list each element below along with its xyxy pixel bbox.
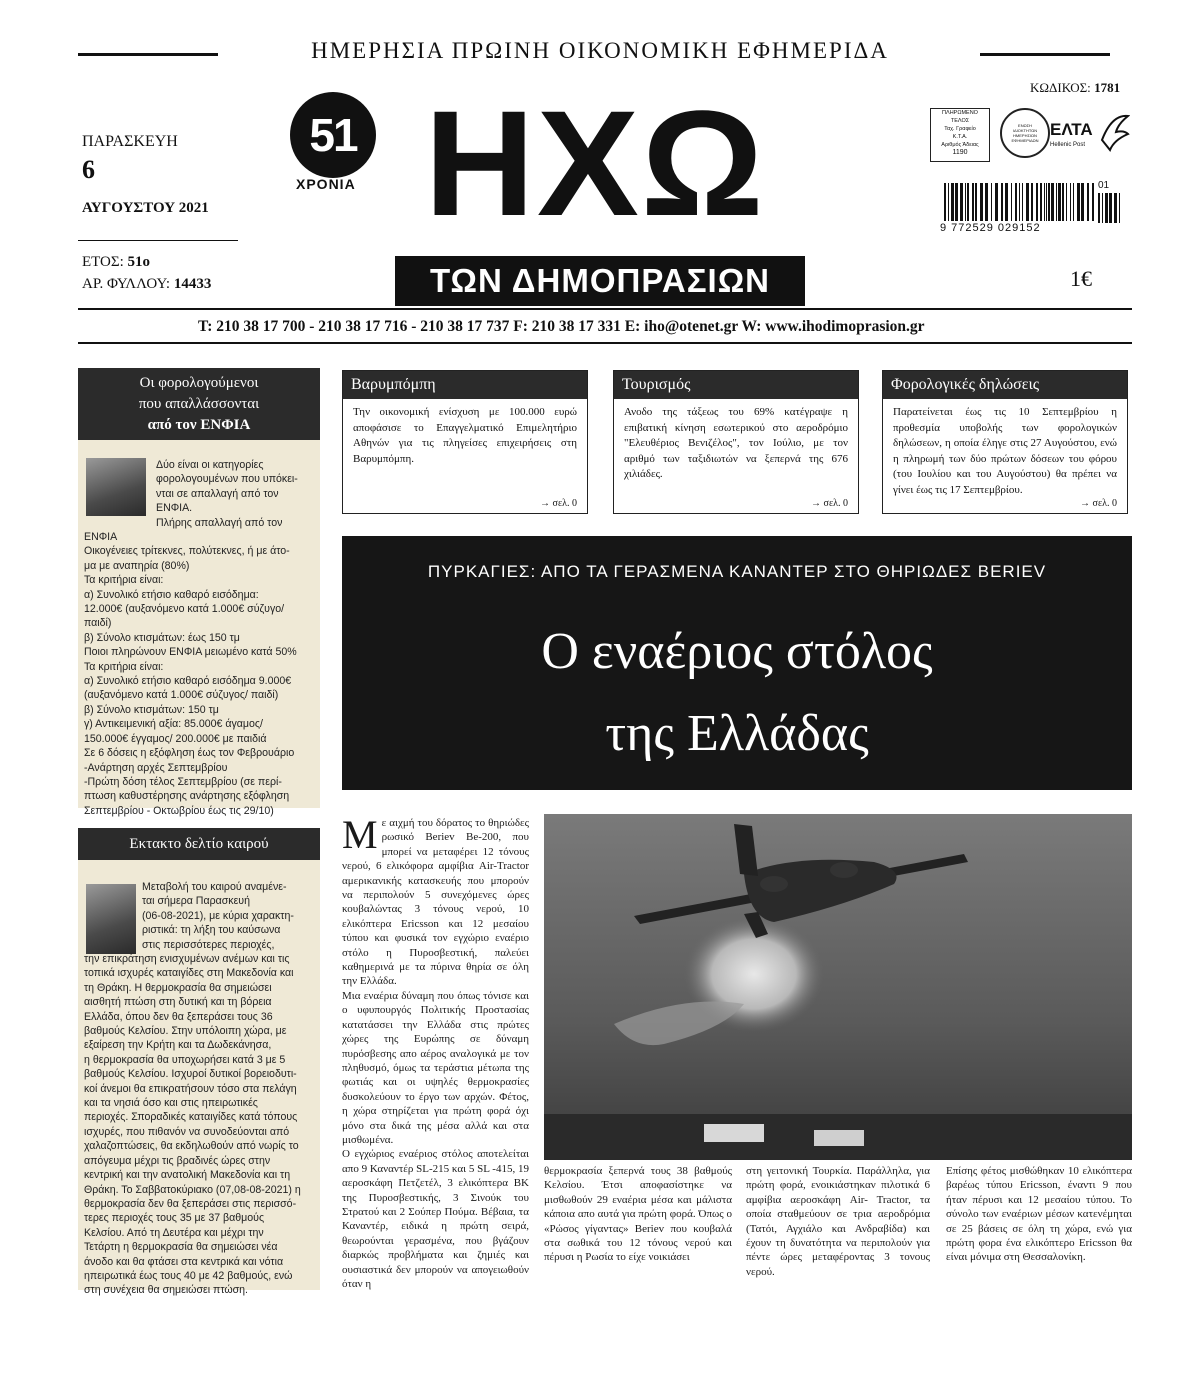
brief-text: Παρατείνεται έως τις 10 Σεπτεμβρίου η προθεσμία υποβολής των φορολογικών δηλώσεων, η οποία έληγε στις 27 Αυγούστου, ενώ η πληρωμή των δύο πρώτων δόσεων του φόρου (του Ιουλίου και του Αυγούστου) θα πρέπει να γίνει έως τις 17 Σεπτεμβρίου.: [893, 406, 1117, 496]
logo-subtitle-bar: [395, 256, 805, 306]
barcode-bar: [1058, 183, 1061, 221]
year-value: 51ο: [127, 254, 151, 270]
fire-truck: [704, 1124, 764, 1142]
barcode-bar: [985, 183, 988, 221]
sidebar-weather-line: κεντρική και την ανατολική Μακεδονία και τη: [84, 1169, 291, 1182]
barcode-bar: [967, 183, 969, 221]
sidebar-weather: [78, 828, 320, 1297]
logo-title: ΗΧΩ: [424, 79, 766, 247]
sidebar-weather-line: Ελλάδα, όπου δεν θα ξεπεράσει τους 36: [84, 1010, 273, 1023]
sidebar-weather-line: η θερμοκρασία θα υποχωρήσει κατά 3 με 5: [84, 1053, 286, 1066]
sidebar-weather-line: ται σήμερα Παρασκευή: [142, 895, 250, 908]
sidebar-weather-line: την επικράτηση ενισχυμένων ανέμων και τις: [84, 953, 290, 965]
elta-sub: Hellenic Post: [1050, 142, 1086, 148]
logo-subtitle: ΤΩΝ ΔΗΜΟΠΡΑΣΙΩΝ: [430, 262, 770, 299]
hero-headline-line2: της Ελλάδας: [605, 705, 869, 762]
sidebar-weather-body: [84, 952, 318, 1298]
contact-line: T: 210 38 17 700 - 210 38 17 716 - 210 38 17 737 F: 210 38 17 331 E: iho@otenet.gr W: www.ihodimoprasion.gr: [198, 318, 925, 335]
sidebar-weather-thumbnail: [86, 884, 136, 954]
barcode-bar: [995, 183, 998, 221]
price: 1€: [1070, 266, 1092, 291]
anniversary-badge: [290, 92, 376, 178]
barcode-addon-digits: 01: [1098, 180, 1110, 191]
article-paragraph: θερμοκρασία ξεπερνά τους 38 βαθμούς Κελσίου. Έτσι αποφασίστηκε να μισθωθούν 29 εναέρια μέσα και μάλιστα κάποια απο αυτά για πρώτη φορά. Όπως ο «Ρώσος γίγαντας» Beriev που κουβαλά στα σωθικά του 12 τόνους νερού και πέρυσι η Ρωσία το είχε νοικιάσει: [544, 1165, 732, 1264]
barcode-bar: [1031, 183, 1033, 221]
barcode-bar: [1081, 183, 1084, 221]
barcode-bar: [991, 183, 992, 221]
sidebar-weather-line: στη συνέχεια θα σημειώσει πτώση.: [84, 1284, 249, 1297]
sidebar-enfia-line: α) Συνολικό ετήσιο καθαρό εισόδημα 9.000€: [84, 675, 292, 688]
brief-text: Την οικονομική ενίσχυση με 100.000 ευρώ αποφάσισε το Επαγγελματικό Επιμελητήριο Αθηνών για τις πληγείσες επιχειρήσεις στη Βαρυμπόμπη.: [353, 406, 577, 465]
sidebar-weather-line: (06-08-2021), με κύρια χαρακτη-: [142, 909, 294, 922]
barcode-digits: 9 772529 029152: [940, 222, 1041, 234]
barcode-bar: [1022, 183, 1023, 221]
barcode-bar: [1019, 183, 1020, 221]
sidebar-enfia-lead: [156, 458, 316, 530]
brief-page-link[interactable]: → σελ. 0: [1080, 498, 1117, 509]
barcode-bar: [1046, 183, 1047, 221]
date-number: 6: [82, 155, 95, 184]
barcode-bar: [1098, 193, 1100, 223]
brief-page-link[interactable]: → σελ. 0: [540, 498, 577, 509]
sidebar-weather-line: Κελσίου. Από τη Δευτέρα και μέχρι την: [84, 1226, 264, 1239]
barcode-bar: [948, 183, 949, 221]
sidebar-enfia-line: Τα κριτήρια είναι:: [84, 660, 164, 673]
sidebar-enfia-line: β) Σύνολο κτισμάτων: έως 150 τμ: [84, 631, 240, 644]
code-value: 1781: [1094, 80, 1121, 95]
sidebar-weather-line: τη Θράκη. Η θερμοκρασία θα σημειώσει: [84, 981, 272, 994]
sidebar-weather-line: Τετάρτη η θερμοκρασία θα σημειώσει νέα: [84, 1241, 278, 1254]
sidebar-enfia-line: νται σε απαλλαγή από τον: [156, 487, 279, 500]
sidebar-enfia-line: (αυξανόμενο κατά 1.000€ σύζυγος/ παιδί): [84, 689, 279, 702]
issue-label: ΑΡ. ΦΥΛΛΟΥ:: [82, 276, 171, 292]
sidebar-weather-lead: [142, 880, 316, 952]
sidebar-weather-line: κοί άνεμοι θα επικρατήσουν τόσο στα πελάγη: [84, 1082, 297, 1095]
sidebar-enfia-line: -Πρώτη δόση τέλος Σεπτεμβρίου (σε περί-: [84, 775, 282, 788]
code-label: ΚΩΔΙΚΟΣ:: [1030, 80, 1091, 95]
barcode-bar: [972, 183, 974, 221]
brief-page-link[interactable]: → σελ. 0: [811, 498, 848, 509]
sidebar-weather-title-text: Εκτακτο δελτίο καιρού: [129, 835, 269, 852]
date-day: ΠΑΡΑΣΚΕΥΗ: [82, 133, 178, 150]
stamp-line: ΤΕΛΟΣ: [950, 118, 970, 124]
barcode-bar: [1092, 183, 1094, 221]
sidebar-weather-line: βαθμούς Κελσίου. Ισχυροί δυτικοί βορειοδυτι-: [84, 1068, 297, 1081]
publishers-union-seal: [1000, 108, 1050, 158]
sidebar-weather-line: εξαίρεση την Κρήτη και τα Δωδεκάνησα,: [84, 1039, 272, 1052]
sidebar-enfia-line: Ποιοι πληρώνουν ΕΝΦΙΑ μειωμένο κατά 50%: [84, 646, 297, 659]
sidebar-enfia-line: Σεπτεμβρίου - Οκτωβρίου έως τις 29/10): [84, 804, 274, 817]
hero-headline-line1: Ο εναέριος στόλος: [541, 623, 933, 680]
sidebar-enfia-body: [84, 530, 318, 818]
article-col-4: [946, 1164, 1132, 1265]
code-line: [1030, 80, 1120, 96]
sidebar-weather-title: [78, 828, 320, 860]
barcode-bar: [1077, 183, 1080, 221]
hero-banner: [342, 536, 1132, 790]
sidebar-enfia-line: πτωση καθυστέρησης ανάρτησης εξόφληση: [84, 790, 290, 803]
elta-label: ΕΛΤΑ: [1050, 120, 1093, 139]
article-paragraph: ε αιχμή του δόρατος το θηριώδες ρωσικό Beriev Be-200, που μπορεί να μεταφέρει 12 τόνους νερού, 6 ελικόφορα αμφίβια Air-Tractor αμερικανικής κατασκευής που μπορούν να περιπολούν 5 συνεχόμενες ώρες κουβαλώντας 3 τόνους νερού, 10 ελικόπτερα Ericsson και 12 μεσαίου τύπου και φυσικά τον εγχώριο εναέριο στόλο η Πυροσβεστική, παλεύει καθημερινά με τα πύρινα θηρία σε όλη την Ελλάδα.: [342, 817, 529, 988]
article-dropcap: Μ: [342, 812, 378, 857]
barcode-bar: [1036, 183, 1038, 221]
barcode-bar: [1015, 183, 1017, 221]
badge-label: ΧΡΟΝΙΑ: [296, 176, 356, 192]
barcode-bar: [1105, 193, 1108, 223]
sidebar-enfia-line: -Ανάρτηση αρχές Σεπτεμβρίου: [84, 761, 228, 774]
sidebar-enfia-line: 150.000€ έγγαμος/ 200.000€ με παιδιά: [84, 732, 267, 745]
year-label: ΕΤΟΣ:: [82, 254, 124, 270]
barcode-bar: [965, 183, 966, 221]
barcode-bar: [955, 183, 958, 221]
sidebar-enfia-line: παιδί): [84, 617, 112, 630]
brief-tax-returns: [882, 370, 1128, 514]
sidebar-weather-line: χαλαζοπτώσεις, θα εκδηλωθούν από νωρίς το: [84, 1140, 299, 1153]
badge-number: 51: [309, 109, 357, 161]
barcode-bar: [1001, 183, 1003, 221]
sidebar-weather-line: και τα νησιά όσο και στις ηπειρωτικές: [84, 1097, 258, 1110]
barcode-bar: [1062, 183, 1064, 221]
article-paragraph: Μια εναέρια δύναμη που όπως τόνισε και ο υφυπουργός Πολιτικής Προστασίας κατατάσσει την Ελλάδα στις πρώτες χώρες της Ευρώπης σε δύναμη πυρόσβεσης απο αέρος αναλογικά με τον πληθυσμό, όμως τα τεράστια μέτωπα της φωτιάς και οι υψηλές θερμοκρασίες δυσκολεύουν το έργο των αρχών. Φέτος, η χώρα στηρίζεται για πρώτη φορά όχι μόνο στα δικά της μέσα αλλά και στα μισθωμένα.: [342, 989, 529, 1146]
tagline-rule-right: [980, 53, 1110, 56]
sidebar-weather-line: ηπειρωτικά έως τους 40 με 42 βαθμούς, ενώ: [84, 1269, 293, 1282]
barcode-bar: [1048, 183, 1050, 221]
masthead-rule-bottom: [78, 342, 1132, 344]
barcode-bar: [980, 183, 983, 221]
sidebar-enfia-line: ΕΝΦΙΑ.: [156, 502, 193, 515]
barcode-bar: [1051, 183, 1054, 221]
sidebar-weather-line: απόγευμα μέχρι τις βραδινές ώρες στην: [84, 1154, 271, 1167]
barcode-bar: [1073, 183, 1074, 221]
sidebar-weather-line: τερες περιοχές τους 35 με 37 βαθμούς: [84, 1212, 265, 1225]
barcode-bar: [1070, 183, 1071, 221]
tagline: ΗΜΕΡΗΣΙΑ ΠΡΩΙΝΗ ΟΙΚΟΝΟΜΙΚΗ ΕΦΗΜΕΡΙΔΑ: [311, 38, 889, 63]
sidebar-weather-line: Θράκη. Το Σαββατοκύριακο (07,08-08-2021) η: [84, 1183, 301, 1196]
barcode-bar: [951, 183, 954, 221]
barcode-bar: [944, 183, 946, 221]
article-col-1: [342, 812, 529, 1291]
sidebar-enfia-title-line: Οι φορολογούμενοι: [139, 374, 259, 391]
sidebar-enfia-title: [78, 368, 320, 440]
tagline-rule-left: [78, 53, 218, 56]
sidebar-enfia-thumbnail: [86, 458, 146, 516]
stamp-line: Αριθμός Άδειας: [941, 142, 979, 148]
sidebar-enfia-line: β) Σύνολο κτισμάτων: 150 τμ: [84, 703, 219, 716]
sidebar-enfia: [78, 368, 320, 817]
elta-logo: [1050, 120, 1093, 140]
sidebar-weather-line: βαθμούς Κελσίου. Στην υπόλοιπη χώρα, με: [84, 1025, 287, 1038]
article-paragraph: στη γειτονική Τουρκία. Παράλληλα, για πρώτη φορά, ενοικιάστηκαν πιλοτικά 6 αμφίβια αεροσκάφη Air- Tractor, τα οποία σταθμεύουν σε τρια αεροδρόμια (Τατόι, Αγχιάλο και Ανδραβίδα) και έχουν τη δυνατότητα να περιπολούν για πέντε ώρες μεταφέροντας 3 τονους νερού.: [746, 1165, 930, 1278]
sidebar-enfia-line: γ) Αντικειμενική αξία: 85.000€ άγαμος/: [84, 718, 263, 731]
sidebar-enfia-line: Οικογένειες τρίτεκνες, πολύτεκνες, ή με άτο-: [84, 545, 290, 558]
sidebar-enfia-line: ΕΝΦΙΑ: [84, 531, 118, 543]
article-paragraph: Επίσης φέτος μισθώθηκαν 10 ελικόπτερα βαρέως τύπου Ericsson, έναντι 9 που ήταν πέρυσι και 12 μεσαίου τύπου. Το σύνολο των εναέριων μέσων κατενέμηται σε 25 βάσεις σε όλη τη χώρα, ενώ για πρώτη φορα ένα ελικόπτερο Ericsson θα είναι μόνιμα στη Θεσσαλονίκη.: [946, 1165, 1132, 1264]
hero-kicker: ΠΥΡΚΑΓΙΕΣ: ΑΠΟ ΤΑ ΓΕΡΑΣΜΕΝΑ ΚΑΝΑΝΤΕΡ ΣΤΟ ΘΗΡΙΩΔΕΣ BERIEV: [427, 562, 1047, 581]
barcode-bar: [975, 183, 977, 221]
sidebar-weather-line: τοπικά ισχυρές καταιγίδες στη Μακεδονία και: [84, 967, 294, 980]
brief-title: Βαρυμπόμπη: [343, 371, 587, 399]
sidebar-enfia-line: Τα κριτήρια είναι:: [84, 574, 164, 587]
sidebar-weather-line: ριστικά: τη λήξη του καύσωνα: [142, 924, 281, 937]
barcode-bar: [1114, 193, 1117, 223]
sidebar-weather-line: περιοχές. Σποραδικές καταιγίδες κατά τόπους: [84, 1111, 298, 1124]
seal-label: ΕΝΩΣΗ ΙΔΙΟΚΤΗΤΩΝ ΗΜΕΡΗΣΙΩΝ ΕΦΗΜΕΡΙΔΩΝ: [1011, 123, 1039, 143]
fire-truck: [814, 1130, 864, 1146]
firefighting-plane-photo: [544, 814, 1132, 1160]
barcode-bar: [1040, 183, 1042, 221]
sidebar-weather-line: αισθητή πτώση στη δυτική και τη βόρεια: [84, 996, 272, 1009]
sidebar-enfia-title-line: που απαλλάσσονται: [138, 395, 260, 412]
sidebar-enfia-line: μα με αναπηρία (80%): [84, 559, 190, 572]
brief-tourism: [613, 370, 859, 514]
stamp-line: Ταχ. Γραφείο: [944, 126, 976, 132]
article-col-3: [746, 1164, 930, 1279]
barcode-bar: [1087, 183, 1089, 221]
article-col-2: [544, 1164, 732, 1265]
barcode-bar: [1005, 183, 1008, 221]
stamp-line: 1190: [952, 149, 968, 156]
sidebar-enfia-line: 12.000€ (αυξανόμενο κατά 1.000€ σύζυγο/: [84, 603, 285, 616]
elta-bird-icon: [1098, 110, 1130, 154]
sidebar-enfia-line: Δύο είναι οι κατηγορίες: [156, 459, 264, 471]
barcode-bar: [1044, 183, 1045, 221]
sidebar-weather-line: άνοδο και θα φτάσει στα κεντρικά και νότια: [84, 1255, 284, 1268]
sidebar-enfia-title-line: από τον ΕΝΦΙΑ: [147, 416, 251, 433]
date-month: ΑΥΓΟΥΣΤΟΥ 2021: [82, 200, 209, 216]
postage-paid-stamp: [930, 108, 990, 162]
sidebar-enfia-line: Σε 6 δόσεις η εξόφληση έως τον Φεβρουάριο: [84, 747, 295, 760]
sidebar-enfia-line: Πλήρης απαλλαγή από τον: [156, 516, 283, 529]
brief-varymbompi: [342, 370, 588, 514]
brief-title: Φορολογικές δηλώσεις: [883, 371, 1127, 399]
sidebar-weather-line: ισχυρές, που πιθανόν να συνοδεύονται από: [84, 1125, 290, 1138]
brief-text: Ανοδο της τάξεως του 69% κατέγραψε η επιβατική κίνηση εσωτερικού στο αεροδρόμιο "Ελευθέριος Βενιζέλος", τον Ιούλιο, με τον αριθμό των ταξιδιωτών να ξεπερνά της 676 χιλιάδες.: [624, 406, 848, 480]
stamp-line: Κ.Τ.Α.: [952, 134, 968, 140]
issue-line: [82, 274, 211, 294]
barcode-bar: [1066, 183, 1067, 221]
barcode-bar: [1119, 193, 1120, 223]
sidebar-enfia-line: α) Συνολικό ετήσιο καθαρό εισόδημα:: [84, 588, 259, 601]
barcode-bar: [1011, 183, 1012, 221]
barcode-bar: [1026, 183, 1029, 221]
barcode-addon: [1098, 193, 1122, 223]
stamp-line: ΠΛΗΡΩΜΕΝΟ: [942, 110, 978, 116]
sidebar-weather-line: στις περισσότερες περιοχές,: [142, 938, 275, 951]
sidebar-weather-line: Μεταβολή του καιρού αναμένε-: [142, 881, 287, 893]
barcode-bar: [1109, 193, 1112, 223]
masthead-rule-top: [78, 308, 1132, 310]
barcode-bar: [1102, 193, 1103, 223]
year-line: [82, 252, 150, 272]
sidebar-weather-line: θερμοκρασία δεν θα ξεπεράσει στις περισσό-: [84, 1197, 297, 1210]
issue-value: 14433: [173, 276, 212, 292]
barcode-bar: [960, 183, 963, 221]
date-divider: [78, 240, 238, 241]
brief-title: Τουρισμός: [614, 371, 858, 399]
barcode: [944, 183, 1094, 223]
barcode-bar: [1056, 183, 1057, 221]
article-paragraph: Ο εγχώριος εναέριος στόλος αποτελείται απο 9 Καναντέρ SL-215 και 5 SL -415, 19 αεροσκάφη Πετζετέλ, 3 ελικόπτερα ΒΚ της Πυροσβεστικής, 3 Σινούκ του Στρατού και 2 Σούπερ Πούμα. Βέβαια, τα Καναντέρ, ειδικά η πρώτη σειρά, θεωρούνται γερασμένα, που βγάζουν διαρκώς προβλήματα και ζημιές και ουσιαστικά δεν μπορούν να απογειωθούν όταν η: [342, 1148, 529, 1290]
sidebar-enfia-line: φορολογουμένων που υπόκει-: [156, 473, 298, 486]
